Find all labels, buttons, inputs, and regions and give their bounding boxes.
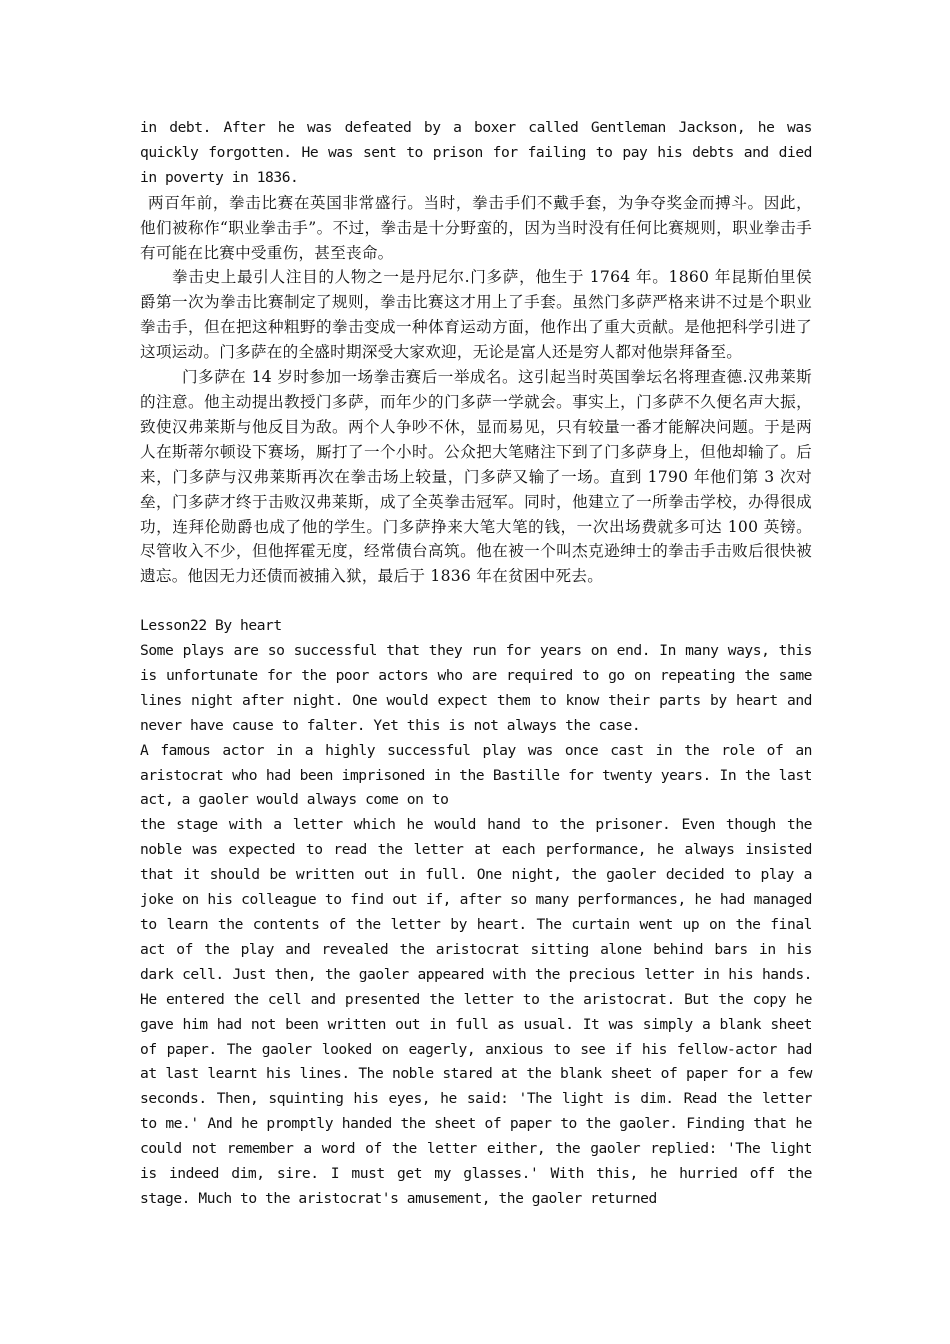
paragraph-english-mendoza-end: in debt. After he was defeated by a boxer called Gentleman Jackson, he was quickly forgotten. He was sent to prison for failing to pay his debts and died in poverty in 1836.: [140, 119, 812, 186]
paragraph-chinese-mendoza-profile: 拳击史上最引人注目的人物之一是丹尼尔.门多萨，他生于 1764 年。1860 年昆斯伯里侯爵第一次为拳击比赛制定了规则，拳击比赛这才用上了手套。虽然门多萨严格来讲不过是个职业拳击手，但在把这种粗野的拳击变成一种体育运动方面，他作出了重大贡献。是他把科学引进了这项运动。门多萨在的全盛时期深受大家欢迎，无论是富人还是穷人都对他崇拜备至。: [140, 268, 812, 362]
document-body: [140, 116, 812, 1212]
paragraph-chinese-mendoza-career: 门多萨在 14 岁时参加一场拳击赛后一举成名。这引起当时英国拳坛名将理查德.汉弗莱斯的注意。他主动提出教授门多萨，而年少的门多萨一学就会。事实上，门多萨不久便名声大振，致使汉弗莱斯与他反目为敌。两个人争吵不休，显而易见，只有较量一番才能解决问题。于是两人在斯蒂尔顿设下赛场，厮打了一个小时。公众把大笔赌注下到了门多萨身上，但他却输了。后来，门多萨与汉弗莱斯再次在拳击场上较量，门多萨又输了一场。直到 1790 年他们第 3 次对垒，门多萨才终于击败汉弗莱斯，成了全英拳击冠军。同时，他建立了一所拳击学校，办得很成功，连拜伦勋爵也成了他的学生。门多萨挣来大笔大笔的钱，一次出场费就多可达 100 英镑。尽管收入不少，但他挥霍无度，经常债台高筑。他在被一个叫杰克逊绅士的拳击手击败后很快被遗忘。他因无力还债而被捕入狱，最后于 1836 年在贫困中死去。: [140, 368, 812, 586]
paragraph-chinese-boxing-intro: 两百年前，拳击比赛在英国非常盛行。当时，拳击手们不戴手套，为争夺奖金而搏斗。因此，他们被称作“职业拳击手”。不过，拳击是十分野蛮的，因为当时没有任何比赛规则，职业拳击手有可能在比赛中受重伤，甚至丧命。: [140, 193, 812, 262]
paragraph-english-plays: Some plays are so successful that they run for years on end. In many ways, this is unfortunate for the poor actors who are required to go on repeating the same lines night after night. One would expect them to know their parts by heart and never have cause to falter. Yet this is not always the case.: [140, 642, 812, 734]
paragraph-english-actor: A famous actor in a highly successful play was once cast in the role of an aristocrat who had been imprisoned in the Bastille for twenty years. In the last act, a gaoler would always come on to: [140, 741, 812, 809]
paragraph-english-letter-story: the stage with a letter which he would hand to the prisoner. Even though the noble was expected to read the letter at each performance, he always insisted that it should be written out in full. One night, the gaoler decided to play a joke on his colleague to find out if, after so many performances, he had managed to learn the contents of the letter by heart. The curtain went up on the final act of the play and revealed the aristocrat sitting alone behind bars in his dark cell. Just then, the gaoler appeared with the precious letter in his hands. He entered the cell and presented the letter to the aristocrat. But the copy he gave him had not been written out in full as usual. It was simply a blank sheet of paper. The gaoler looked on eagerly, anxious to see if his fellow-actor had at last learnt his lines. The noble stared at the blank sheet of paper for a few seconds. Then, squinting his eyes, he said: 'The light is dim. Read the letter to me.' And he promptly handed the sheet of paper to the gaoler. Finding that he could not remember a word of the letter either, the gaoler replied: 'The light is indeed dim, sire. I must get my glasses.' With this, he hurried off the stage. Much to the aristocrat's amusement, the gaoler returned: [140, 816, 812, 1207]
paragraph-gap: [140, 589, 812, 614]
lesson-title: Lesson22 By heart: [140, 617, 282, 635]
